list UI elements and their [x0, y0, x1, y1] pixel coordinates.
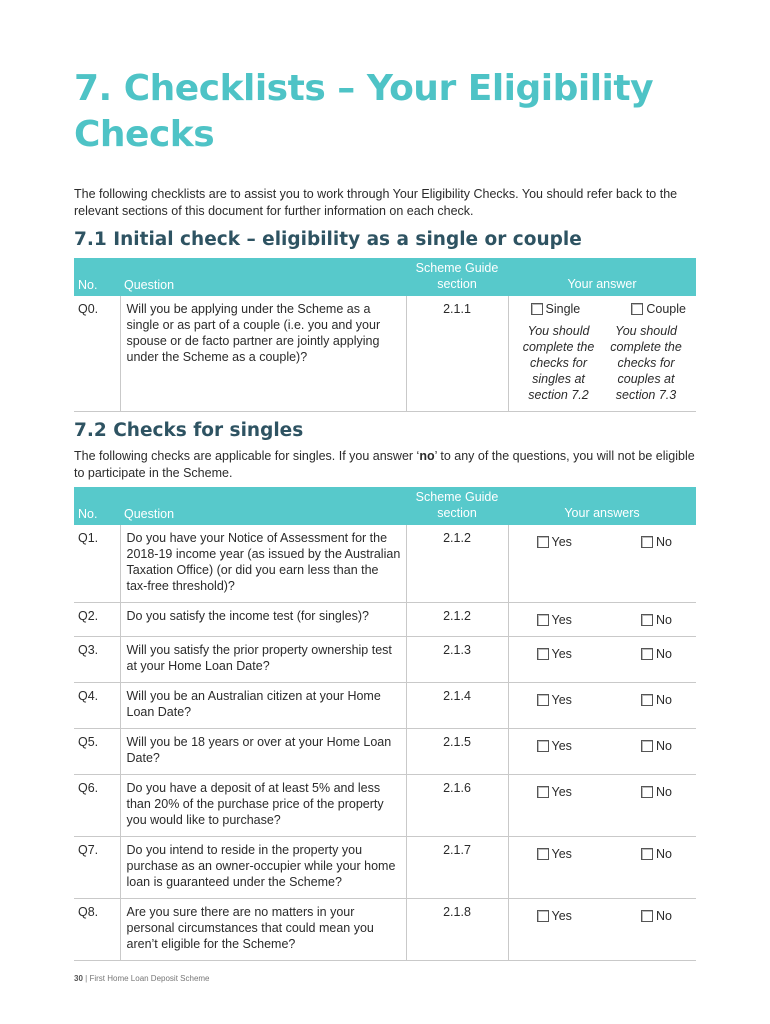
- no-label: No: [656, 647, 672, 661]
- row-number: Q1.: [74, 525, 120, 603]
- table-row: [74, 637, 696, 683]
- table-row: [74, 603, 696, 637]
- row-number: Q7.: [74, 837, 120, 899]
- no-checkbox[interactable]: [641, 740, 653, 752]
- answer-cell: [508, 296, 696, 412]
- table-row: [74, 729, 696, 775]
- row-number: Q0.: [74, 296, 120, 412]
- answer-cell: [508, 837, 696, 899]
- no-label: No: [656, 847, 672, 861]
- no-label: No: [656, 535, 672, 549]
- footer-separator: |: [85, 974, 88, 983]
- row-section: 2.1.4: [406, 683, 508, 729]
- row-question: Are you sure there are no matters in your personal circumstances that could mean you aren’t eligible for the Scheme?: [120, 899, 406, 961]
- intro-part: ’ to any of the questions, you will not be eligible to participate in the Scheme.: [74, 449, 695, 480]
- answer-cell: [508, 637, 696, 683]
- no-checkbox[interactable]: [641, 536, 653, 548]
- table-row: [74, 683, 696, 729]
- yes-option[interactable]: [537, 738, 572, 754]
- header-answers: Your answers: [508, 487, 696, 525]
- row-number: Q5.: [74, 729, 120, 775]
- yes-option[interactable]: [537, 784, 572, 800]
- header-no: No.: [74, 258, 120, 296]
- row-number: Q6.: [74, 775, 120, 837]
- answer-cell: [508, 603, 696, 637]
- answer-cell: [508, 525, 696, 603]
- couple-note: You should complete the checks for couples at section 7.3: [610, 324, 682, 402]
- no-option[interactable]: [641, 846, 672, 862]
- row-number: Q8.: [74, 899, 120, 961]
- answer-cell: [508, 729, 696, 775]
- yes-label: Yes: [551, 647, 572, 661]
- row-number: Q4.: [74, 683, 120, 729]
- header-question: Question: [120, 258, 406, 296]
- no-label: No: [656, 739, 672, 753]
- row-section: 2.1.2: [406, 603, 508, 637]
- yes-checkbox[interactable]: [537, 614, 549, 626]
- header-answer: Your answer: [508, 258, 696, 296]
- yes-option[interactable]: [537, 646, 572, 662]
- table-row: [74, 837, 696, 899]
- couple-label: Couple: [646, 302, 686, 316]
- row-question: Do you satisfy the income test (for singles)?: [120, 603, 406, 637]
- section-7-2-heading: 7.2 Checks for singles: [74, 420, 304, 441]
- no-label: No: [656, 693, 672, 707]
- intro-bold: no: [419, 449, 435, 463]
- table-header-row: [74, 258, 696, 296]
- row-section: 2.1.5: [406, 729, 508, 775]
- single-label: Single: [545, 302, 581, 316]
- header-question: Question: [120, 487, 406, 525]
- no-checkbox[interactable]: [641, 648, 653, 660]
- yes-option[interactable]: [537, 692, 572, 708]
- row-section: 2.1.3: [406, 637, 508, 683]
- yes-checkbox[interactable]: [537, 786, 549, 798]
- yes-option[interactable]: [537, 846, 572, 862]
- row-section: 2.1.1: [406, 296, 508, 412]
- single-note: You should complete the checks for singles at section 7.2: [522, 324, 595, 402]
- yes-label: Yes: [551, 909, 572, 923]
- no-checkbox[interactable]: [641, 848, 653, 860]
- row-section: 2.1.8: [406, 899, 508, 961]
- table-row: [74, 899, 696, 961]
- yes-label: Yes: [551, 847, 572, 861]
- table-row: [74, 525, 696, 603]
- singles-intro: [74, 448, 704, 481]
- answer-cell: [508, 775, 696, 837]
- no-option[interactable]: [641, 534, 672, 550]
- page-title: 7. Checklists – Your Eligibility Checks: [74, 68, 654, 155]
- no-checkbox[interactable]: [641, 910, 653, 922]
- footer-doc-title: First Home Loan Deposit Scheme: [89, 974, 210, 983]
- header-section: Scheme Guide section: [406, 487, 508, 525]
- yes-label: Yes: [551, 535, 572, 549]
- intro-text: The following checklists are to assist you to work through Your Eligibility Checks. You should refer back to the relevant sections of this document for further information on each check.: [74, 187, 678, 218]
- table-header-row: [74, 487, 696, 525]
- row-question: Will you satisfy the prior property ownership test at your Home Loan Date?: [120, 637, 406, 683]
- no-option[interactable]: [641, 612, 672, 628]
- yes-label: Yes: [551, 739, 572, 753]
- no-checkbox[interactable]: [641, 614, 653, 626]
- yes-checkbox[interactable]: [537, 536, 549, 548]
- row-section: 2.1.7: [406, 837, 508, 899]
- row-question: Will you be applying under the Scheme as a single or as part of a couple (i.e. you and your spouse or de facto partner are jointly applying under the Scheme as a couple)?: [120, 296, 406, 412]
- row-question: Do you have your Notice of Assessment for the 2018-19 income year (as issued by the Australian Taxation Office) (or did you earn less than the tax-free threshold)?: [120, 525, 406, 603]
- header-section: Scheme Guide section: [406, 258, 508, 296]
- no-checkbox[interactable]: [641, 786, 653, 798]
- header-no: No.: [74, 487, 120, 525]
- no-option[interactable]: [641, 784, 672, 800]
- row-section: 2.1.6: [406, 775, 508, 837]
- no-option[interactable]: [641, 908, 672, 924]
- no-label: No: [656, 909, 672, 923]
- row-question: Will you be 18 years or over at your Home Loan Date?: [120, 729, 406, 775]
- yes-checkbox[interactable]: [537, 740, 549, 752]
- page-number: 30: [74, 974, 83, 983]
- no-label: No: [656, 613, 672, 627]
- row-number: Q2.: [74, 603, 120, 637]
- initial-check-table: [74, 258, 696, 412]
- row-question: Do you have a deposit of at least 5% and less than 20% of the purchase price of the property you would like to purchase?: [120, 775, 406, 837]
- no-option[interactable]: [641, 646, 672, 662]
- singles-checks-table: [74, 487, 696, 961]
- answer-cell: [508, 899, 696, 961]
- no-option[interactable]: [641, 692, 672, 708]
- row-section: 2.1.2: [406, 525, 508, 603]
- row-question: Will you be an Australian citizen at your Home Loan Date?: [120, 683, 406, 729]
- yes-checkbox[interactable]: [537, 694, 549, 706]
- yes-label: Yes: [551, 785, 572, 799]
- single-checkbox[interactable]: [531, 303, 543, 315]
- yes-checkbox[interactable]: [537, 848, 549, 860]
- table-row: [74, 296, 696, 412]
- yes-option[interactable]: [537, 612, 572, 628]
- couple-checkbox[interactable]: [631, 303, 643, 315]
- couple-option[interactable]: [631, 301, 686, 317]
- answer-cell: [508, 683, 696, 729]
- yes-checkbox[interactable]: [537, 648, 549, 660]
- yes-option[interactable]: [537, 534, 572, 550]
- yes-option[interactable]: [537, 908, 572, 924]
- row-question: Do you intend to reside in the property you purchase as an owner-occupier while your home loan is guaranteed under the Scheme?: [120, 837, 406, 899]
- no-label: No: [656, 785, 672, 799]
- single-option[interactable]: [531, 301, 581, 317]
- section-7-1-heading: 7.1 Initial check – eligibility as a single or couple: [74, 229, 582, 250]
- yes-label: Yes: [551, 613, 572, 627]
- table-row: [74, 775, 696, 837]
- yes-checkbox[interactable]: [537, 910, 549, 922]
- no-option[interactable]: [641, 738, 672, 754]
- page-footer: [74, 974, 210, 983]
- yes-label: Yes: [551, 693, 572, 707]
- no-checkbox[interactable]: [641, 694, 653, 706]
- intro-part: The following checks are applicable for singles. If you answer ‘: [74, 449, 420, 463]
- row-number: Q3.: [74, 637, 120, 683]
